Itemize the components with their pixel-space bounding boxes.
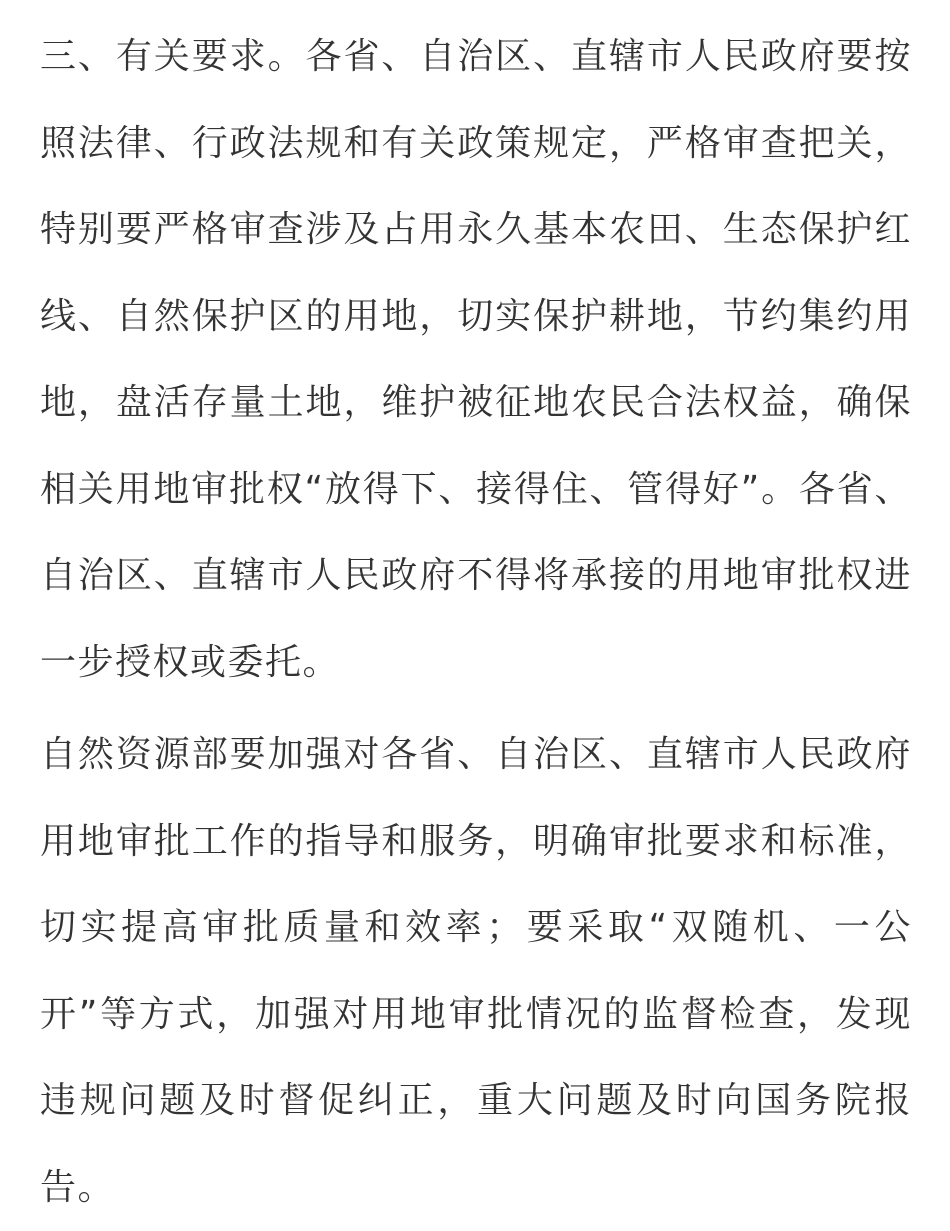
paragraph-supervision: 自然资源部要加强对各省、自治区、直辖市人民政府用地审批工作的指导和服务，明确审批要求和标准，切实提高审批质量和效率；要采取“双随机、一公开”等方式，加强对用地审批情况的监督检查，发现违规问题及时督促纠正，重大问题及时向国务院报告。 bbox=[40, 734, 912, 1208]
paragraph-requirements: 三、有关要求。各省、自治区、直辖市人民政府要按照法律、行政法规和有关政策规定，严格审查把关，特别要严格审查涉及占用永久基本农田、生态保护红线、自然保护区的用地，切实保护耕地，节约集约用地，盘活存量土地，维护被征地农民合法权益，确保相关用地审批权“放得下、接得住、管得好”。各省、自治区、直辖市人民政府不得将承接的用地审批权进一步授权或委托。 bbox=[40, 36, 912, 683]
article-body bbox=[40, 14, 912, 1231]
